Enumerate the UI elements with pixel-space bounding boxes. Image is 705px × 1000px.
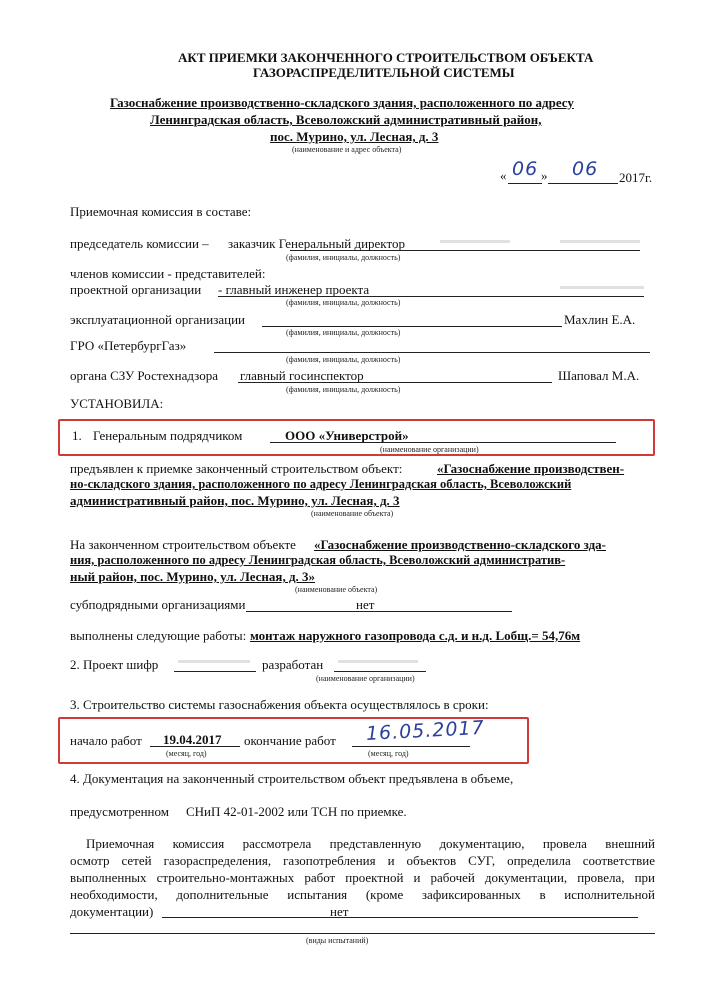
presented-object-line2: но-складского здания, расположенного по адресу Ленинградская область, Всеволожский bbox=[70, 477, 572, 491]
chair-label: председатель комиссии – bbox=[70, 236, 209, 251]
design-org-value: - главный инженер проекта bbox=[218, 282, 370, 297]
review-line2: осмотр сетей газораспределения, газопотребления и объектов СУГ, определила соответствие bbox=[70, 853, 655, 868]
redaction bbox=[178, 660, 250, 663]
completed-object-line3: ный район, пос. Мурино, ул. Лесная, д. 3» bbox=[70, 569, 316, 584]
date-month-line bbox=[548, 183, 618, 184]
developed-caption: (наименование организации) bbox=[316, 674, 415, 683]
redaction bbox=[440, 240, 510, 243]
presented-object-caption: (наименование объекта) bbox=[311, 509, 394, 518]
start-value: 19.04.2017 bbox=[163, 732, 222, 747]
object-caption: (наименование и адрес объекта) bbox=[292, 145, 402, 154]
developed-label: разработан bbox=[262, 657, 324, 672]
review-line3: выполненных строительно-монтажных работ проектной и рабочей документации, провела, при bbox=[70, 870, 655, 885]
redaction bbox=[560, 240, 640, 243]
developed-line bbox=[334, 671, 426, 672]
chair-line bbox=[290, 250, 640, 251]
doc-title-line1: АКТ ПРИЕМКИ ЗАКОНЧЕННОГО СТРОИТЕЛЬСТВОМ ОБЪЕКТА bbox=[178, 50, 594, 65]
operating-org-label: эксплуатационной организации bbox=[70, 312, 245, 327]
project-code-line bbox=[174, 671, 256, 672]
review-line5-prefix: документации) bbox=[70, 904, 154, 919]
end-label: окончание работ bbox=[244, 733, 336, 748]
date-close-quote: » bbox=[541, 168, 548, 183]
design-org-label: проектной организации bbox=[70, 282, 202, 297]
completed-object-line2: ния, расположенного по адресу Ленинградская область, Всеволожский административ- bbox=[70, 553, 566, 567]
design-org-line bbox=[218, 296, 644, 297]
chair-value: заказчик Генеральный директор bbox=[228, 236, 405, 251]
gro-line bbox=[214, 352, 650, 353]
completed-prefix: На законченном строительством объекте bbox=[70, 537, 296, 552]
doc-title-line2: ГАЗОРАСПРЕДЕЛИТЕЛЬНОЙ СИСТЕМЫ bbox=[253, 65, 515, 80]
review-extra-line bbox=[70, 933, 655, 934]
commission-intro: Приемочная комиссия в составе: bbox=[70, 204, 252, 219]
start-label: начало работ bbox=[70, 733, 142, 748]
date-year: 2017г. bbox=[619, 170, 653, 185]
project-label: 2. Проект шифр bbox=[70, 657, 159, 672]
works-value: монтаж наружного газопровода с.д. и н.д. Lобщ.= 54,76м bbox=[250, 628, 581, 643]
members-label: членов комиссии - представителей: bbox=[70, 266, 266, 281]
start-caption: (месяц, год) bbox=[166, 749, 207, 758]
section4-heading: 4. Документация на законченный строительством объект предъявлена в объеме, bbox=[70, 771, 514, 786]
established-heading: УСТАНОВИЛА: bbox=[70, 396, 164, 411]
szu-name: Шаповал М.А. bbox=[558, 368, 640, 383]
provided-label: предусмотренном bbox=[70, 804, 169, 819]
section1-label: Генеральным подрядчиком bbox=[93, 428, 243, 443]
end-caption: (месяц, год) bbox=[368, 749, 409, 758]
szu-value: главный госинспектор bbox=[240, 368, 364, 383]
design-org-caption: (фамилия, инициалы, должность) bbox=[286, 298, 401, 307]
operating-org-value: Махлин Е.А. bbox=[564, 312, 636, 327]
contractor-caption: (наименование организации) bbox=[380, 445, 479, 454]
section3-heading: 3. Строительство системы газоснабжения объекта осуществлялось в сроки: bbox=[70, 697, 489, 712]
operating-org-caption: (фамилия, инициалы, должность) bbox=[286, 328, 401, 337]
end-value: 16.05.2017 bbox=[365, 716, 486, 745]
presented-object-line1: «Газоснабжение производствен- bbox=[437, 461, 625, 476]
presented-object-line3: административный район, пос. Мурино, ул. Лесная, д. 3 bbox=[70, 493, 400, 508]
review-line1: Приемочная комиссия рассмотрела представленную документацию, провела внешний bbox=[86, 836, 655, 851]
date-day: 06 bbox=[512, 158, 539, 180]
provided-value: СНиП 42-01-2002 или ТСН по приемке. bbox=[186, 804, 407, 819]
subcontractors-value: нет bbox=[356, 597, 375, 612]
redaction bbox=[560, 286, 644, 289]
review-tests-line bbox=[162, 917, 638, 918]
works-label: выполнены следующие работы: bbox=[70, 628, 247, 643]
completed-object-line1: «Газоснабжение производственно-складского зда- bbox=[314, 537, 607, 552]
object-name-line3: пос. Мурино, ул. Лесная, д. 3 bbox=[270, 129, 439, 144]
general-contractor-name: ООО «Универстрой» bbox=[285, 428, 409, 443]
operating-org-line bbox=[262, 326, 562, 327]
chair-caption: (фамилия, инициалы, должность) bbox=[286, 253, 401, 262]
szu-label: органа СЗУ Ростехнадзора bbox=[70, 368, 219, 383]
completed-object-caption: (наименование объекта) bbox=[295, 585, 378, 594]
object-name-line2: Ленинградская область, Всеволожский административный район, bbox=[150, 112, 542, 127]
end-line bbox=[352, 746, 470, 747]
subcontractors-line bbox=[246, 611, 512, 612]
szu-caption: (фамилия, инициалы, должность) bbox=[286, 385, 401, 394]
gro-caption: (фамилия, инициалы, должность) bbox=[286, 355, 401, 364]
date-month: 06 bbox=[572, 158, 599, 180]
review-tests-value: нет bbox=[330, 904, 349, 919]
object-name-line1: Газоснабжение производственно-складского здания, расположенного по адресу bbox=[110, 95, 574, 110]
review-line4: необходимости, дополнительные испытания (кроме зафиксированных в исполнительной bbox=[70, 887, 655, 902]
contractor-line bbox=[270, 442, 616, 443]
gro-label: ГРО «ПетербургГаз» bbox=[70, 338, 187, 353]
date-day-line bbox=[508, 183, 542, 184]
date-open-quote: « bbox=[500, 168, 507, 183]
section1-number: 1. bbox=[72, 428, 82, 443]
presented-prefix: предъявлен к приемке законченный строительством объект: bbox=[70, 461, 403, 476]
subcontractors-label: субподрядными организациями bbox=[70, 597, 246, 612]
review-caption: (виды испытаний) bbox=[306, 936, 369, 945]
szu-line bbox=[238, 382, 552, 383]
redaction bbox=[338, 660, 418, 663]
